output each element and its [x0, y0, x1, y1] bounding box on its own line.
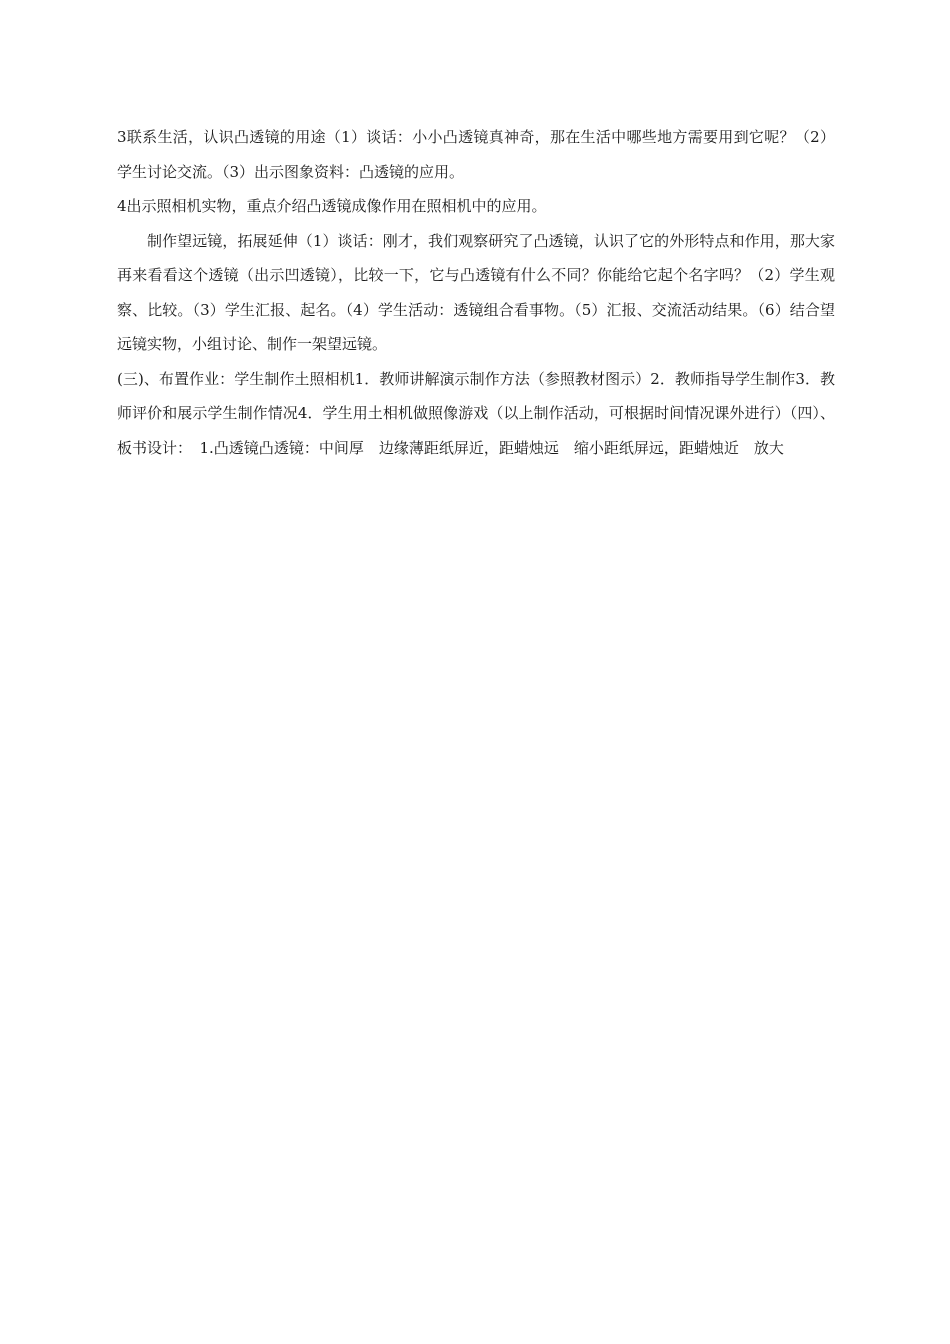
paragraph-convex-lens-uses: 3联系生活，认识凸透镜的用途（1）谈话：小小凸透镜真神奇，那在生活中哪些地方需要用到它呢？（2）学生讨论交流。（3）出示图象资料：凸透镜的应用。	[117, 128, 835, 181]
document-body	[117, 120, 835, 465]
paragraph-make-telescope: 制作望远镜，拓展延伸（1）谈话：刚才，我们观察研究了凸透镜，认识了它的外形特点和作用，那大家再来看看这个透镜（出示凹透镜），比较一下，它与凸透镜有什么不同？你能给它起个名字吗？（2）学生观察、比较。（3）学生汇报、起名。（4）学生活动：透镜组合看事物。（5）汇报、交流活动结果。（6）结合望远镜实物，小组讨论、制作一架望远镜。	[117, 231, 835, 353]
paragraph-homework-board-design: (三)、布置作业：学生制作土照相机1．教师讲解演示制作方法（参照教材图示）2．教师指导学生制作3．教师评价和展示学生制作情况4．学生用土相机做照像游戏（以上制作活动，可根据时间情况课外进行）（四）、板书设计： 1.凸透镜凸透镜：中间厚 边缘薄距纸屏近，距蜡烛远 缩小距纸屏远，距蜡烛近 放大	[117, 369, 835, 457]
paragraph-camera-demo: 4出示照相机实物，重点介绍凸透镜成像作用在照相机中的应用。	[117, 197, 547, 215]
